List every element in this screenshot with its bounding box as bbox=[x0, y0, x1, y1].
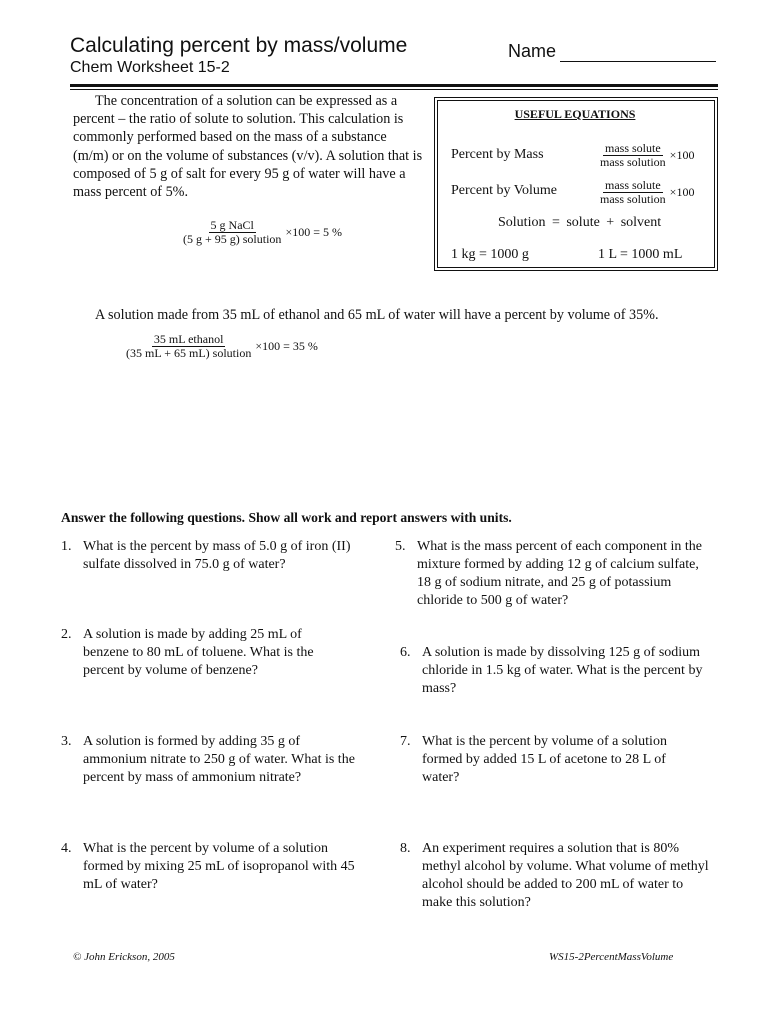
solution-equation: Solution = solute + solvent bbox=[498, 215, 662, 230]
header-rule-thin bbox=[70, 89, 718, 90]
question-6 bbox=[400, 644, 724, 698]
pbm-times-100: ×100 bbox=[669, 148, 695, 162]
percent-by-mass-label: Percent by Mass bbox=[451, 147, 544, 162]
kg-conversion: 1 kg = 1000 g bbox=[451, 247, 529, 262]
question-text: What is the percent by volume of a solution formed by added 15 L of acetone to 28 L of water? bbox=[422, 734, 667, 785]
question-number: 8. bbox=[400, 841, 411, 856]
percent-by-volume-label: Percent by Volume bbox=[451, 183, 558, 198]
name-label: Name bbox=[508, 41, 557, 61]
pbm-denominator: mass solution bbox=[600, 155, 666, 169]
question-4 bbox=[61, 840, 363, 894]
question-text: What is the mass percent of each component in the mixture formed by adding 12 g of calcium sulfate, 18 g of sodium nitrate, and 25 g of potassium chloride to 500 g of water? bbox=[417, 539, 702, 608]
instructions: Answer the following questions. Show all work and report answers with units. bbox=[61, 510, 512, 525]
ethanol-denominator: (35 mL + 65 mL) solution bbox=[126, 346, 252, 360]
mass-percent-example-equation bbox=[181, 219, 342, 246]
question-2 bbox=[61, 626, 351, 680]
question-text: A solution is made by adding 25 mL of benzene to 80 mL of toluene. What is the percent by volume of benzene? bbox=[83, 627, 314, 678]
question-7 bbox=[400, 733, 700, 787]
worksheet-title: Calculating percent by mass/volume bbox=[70, 34, 408, 57]
question-number: 4. bbox=[61, 841, 72, 856]
pbm-numerator: mass solute bbox=[605, 141, 661, 155]
intro-paragraph: The concentration of a solution can be expressed as a percent – the ratio of solute to solution. This calculation is commonly performed based on the mass of a substance (m/m) or on the volume of substances (v/v). A solution that is composed of 5 g of salt for every 95 g of water will have a mass percent of 5%. bbox=[73, 93, 423, 201]
intro-section bbox=[73, 92, 423, 201]
question-text: What is the percent by volume of a solution formed by mixing 25 mL of isopropanol with 45 mL of water? bbox=[83, 841, 355, 892]
footer-copyright: © John Erickson, 2005 bbox=[73, 951, 175, 963]
volume-percent-example-equation bbox=[124, 333, 318, 360]
pbv-denominator: mass solution bbox=[600, 192, 666, 206]
question-number: 3. bbox=[61, 734, 72, 749]
example-numerator: 5 g NaCl bbox=[210, 218, 254, 232]
percent-by-mass-formula bbox=[598, 142, 694, 169]
question-8 bbox=[400, 840, 710, 912]
question-number: 2. bbox=[61, 627, 72, 642]
worksheet-subtitle: Chem Worksheet 15-2 bbox=[70, 59, 230, 76]
useful-equations-heading: USEFUL EQUATIONS bbox=[514, 107, 636, 121]
name-blank-line bbox=[560, 61, 716, 62]
question-number: 7. bbox=[400, 734, 411, 749]
question-3 bbox=[61, 733, 361, 787]
ethanol-numerator: 35 mL ethanol bbox=[153, 332, 224, 346]
question-number: 5. bbox=[395, 539, 406, 554]
example-result: ×100 = 5 % bbox=[285, 225, 342, 239]
footer-file-code: WS15-2PercentMassVolume bbox=[549, 951, 674, 963]
example-denominator: (5 g + 95 g) solution bbox=[183, 232, 282, 246]
question-text: A solution is formed by adding 35 g of ammonium nitrate to 250 g of water. What is the percent by mass of ammonium nitrate? bbox=[83, 734, 355, 785]
pbv-times-100: ×100 bbox=[669, 185, 695, 199]
header-rule-thick bbox=[70, 84, 718, 87]
question-5 bbox=[395, 538, 715, 610]
ethanol-result: ×100 = 35 % bbox=[255, 339, 318, 353]
liter-conversion: 1 L = 1000 mL bbox=[598, 247, 683, 262]
pbv-numerator: mass solute bbox=[605, 178, 661, 192]
question-number: 1. bbox=[61, 539, 72, 554]
question-text: An experiment requires a solution that is 80% methyl alcohol by volume. What volume of methyl alcohol should be added to 200 mL of water to make this solution? bbox=[422, 841, 709, 910]
question-number: 6. bbox=[400, 645, 411, 660]
percent-by-volume-formula bbox=[598, 179, 694, 206]
question-text: A solution is made by dissolving 125 g of sodium chloride in 1.5 kg of water. What is the percent by mass? bbox=[422, 645, 703, 696]
question-text: What is the percent by mass of 5.0 g of iron (II) sulfate dissolved in 75.0 g of water? bbox=[83, 539, 351, 572]
question-1 bbox=[61, 538, 377, 574]
ethanol-example-text: A solution made from 35 mL of ethanol and 65 mL of water will have a percent by volume of 35%. bbox=[95, 307, 659, 323]
